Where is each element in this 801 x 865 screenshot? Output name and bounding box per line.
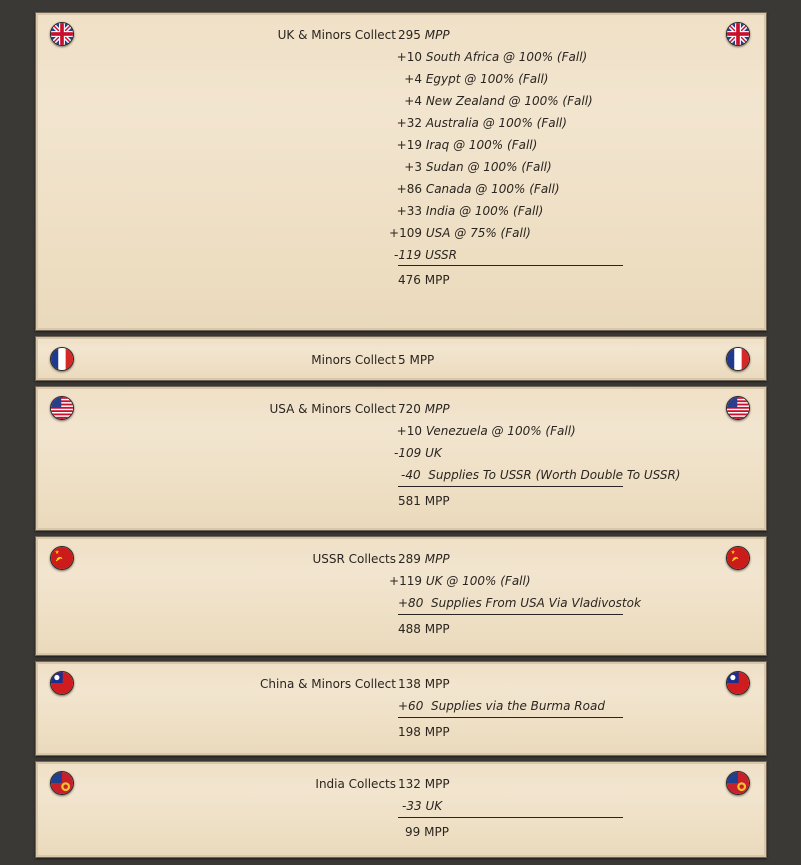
panel-title: China & Minors Collect bbox=[260, 677, 396, 691]
sum-divider bbox=[398, 486, 623, 487]
total-amount: 198 MPP bbox=[398, 725, 450, 739]
panel-india bbox=[35, 761, 767, 858]
total-amount: 476 MPP bbox=[398, 273, 450, 287]
list-item: +4 Egypt @ 100% (Fall) bbox=[404, 72, 549, 86]
list-item: -40 Supplies To USSR (Worth Double To USSR) bbox=[401, 468, 681, 482]
panel-china bbox=[35, 661, 767, 756]
india-flag-icon bbox=[50, 771, 74, 795]
collect-amount: 5 MPP bbox=[398, 353, 435, 367]
collect-amount: 720 MPP bbox=[398, 402, 450, 416]
usa-flag-icon bbox=[726, 396, 750, 420]
collect-amount: 289 MPP bbox=[398, 552, 450, 566]
list-item: +10 Venezuela @ 100% (Fall) bbox=[396, 424, 576, 438]
panel-france bbox=[35, 336, 767, 381]
uk-flag-icon bbox=[50, 22, 74, 46]
collect-amount: 138 MPP bbox=[398, 677, 450, 691]
sum-divider bbox=[398, 265, 623, 266]
panel-title: USSR Collects bbox=[312, 552, 396, 566]
panel-usa bbox=[35, 386, 767, 531]
list-item: +80 Supplies From USA Via Vladivostok bbox=[398, 596, 641, 610]
list-item: -33 UK bbox=[402, 799, 443, 813]
list-item: +32 Australia @ 100% (Fall) bbox=[396, 116, 567, 130]
panel-title: UK & Minors Collect bbox=[277, 28, 396, 42]
list-item: +60 Supplies via the Burma Road bbox=[398, 699, 605, 713]
list-item: +86 Canada @ 100% (Fall) bbox=[396, 182, 560, 196]
sum-divider bbox=[398, 614, 623, 615]
india-flag-icon bbox=[726, 771, 750, 795]
panel-uk bbox=[35, 12, 767, 331]
france-flag-icon bbox=[726, 347, 750, 371]
ussr-flag-icon bbox=[50, 546, 74, 570]
france-flag-icon bbox=[50, 347, 74, 371]
list-item: +109 USA @ 75% (Fall) bbox=[389, 226, 531, 240]
china-flag-icon bbox=[50, 671, 74, 695]
collect-amount: 132 MPP bbox=[398, 777, 450, 791]
panel-title: Minors Collect bbox=[311, 353, 396, 367]
list-item: +3 Sudan @ 100% (Fall) bbox=[404, 160, 552, 174]
china-flag-icon bbox=[726, 671, 750, 695]
sum-divider bbox=[398, 717, 623, 718]
panel-title: USA & Minors Collect bbox=[269, 402, 396, 416]
usa-flag-icon bbox=[50, 396, 74, 420]
sum-divider bbox=[398, 817, 623, 818]
ussr-flag-icon bbox=[726, 546, 750, 570]
collect-amount: 295 MPP bbox=[398, 28, 450, 42]
panel-title: India Collects bbox=[315, 777, 396, 791]
list-item: +19 Iraq @ 100% (Fall) bbox=[396, 138, 538, 152]
uk-flag-icon bbox=[726, 22, 750, 46]
list-item: -109 UK bbox=[394, 446, 442, 460]
list-item: +33 India @ 100% (Fall) bbox=[396, 204, 544, 218]
total-amount: 581 MPP bbox=[398, 494, 450, 508]
panel-ussr bbox=[35, 536, 767, 656]
list-item: +10 South Africa @ 100% (Fall) bbox=[396, 50, 588, 64]
total-amount: 99 MPP bbox=[405, 825, 449, 839]
list-item: -119 USSR bbox=[394, 248, 457, 262]
total-amount: 488 MPP bbox=[398, 622, 450, 636]
list-item: +119 UK @ 100% (Fall) bbox=[389, 574, 531, 588]
list-item: +4 New Zealand @ 100% (Fall) bbox=[404, 94, 593, 108]
